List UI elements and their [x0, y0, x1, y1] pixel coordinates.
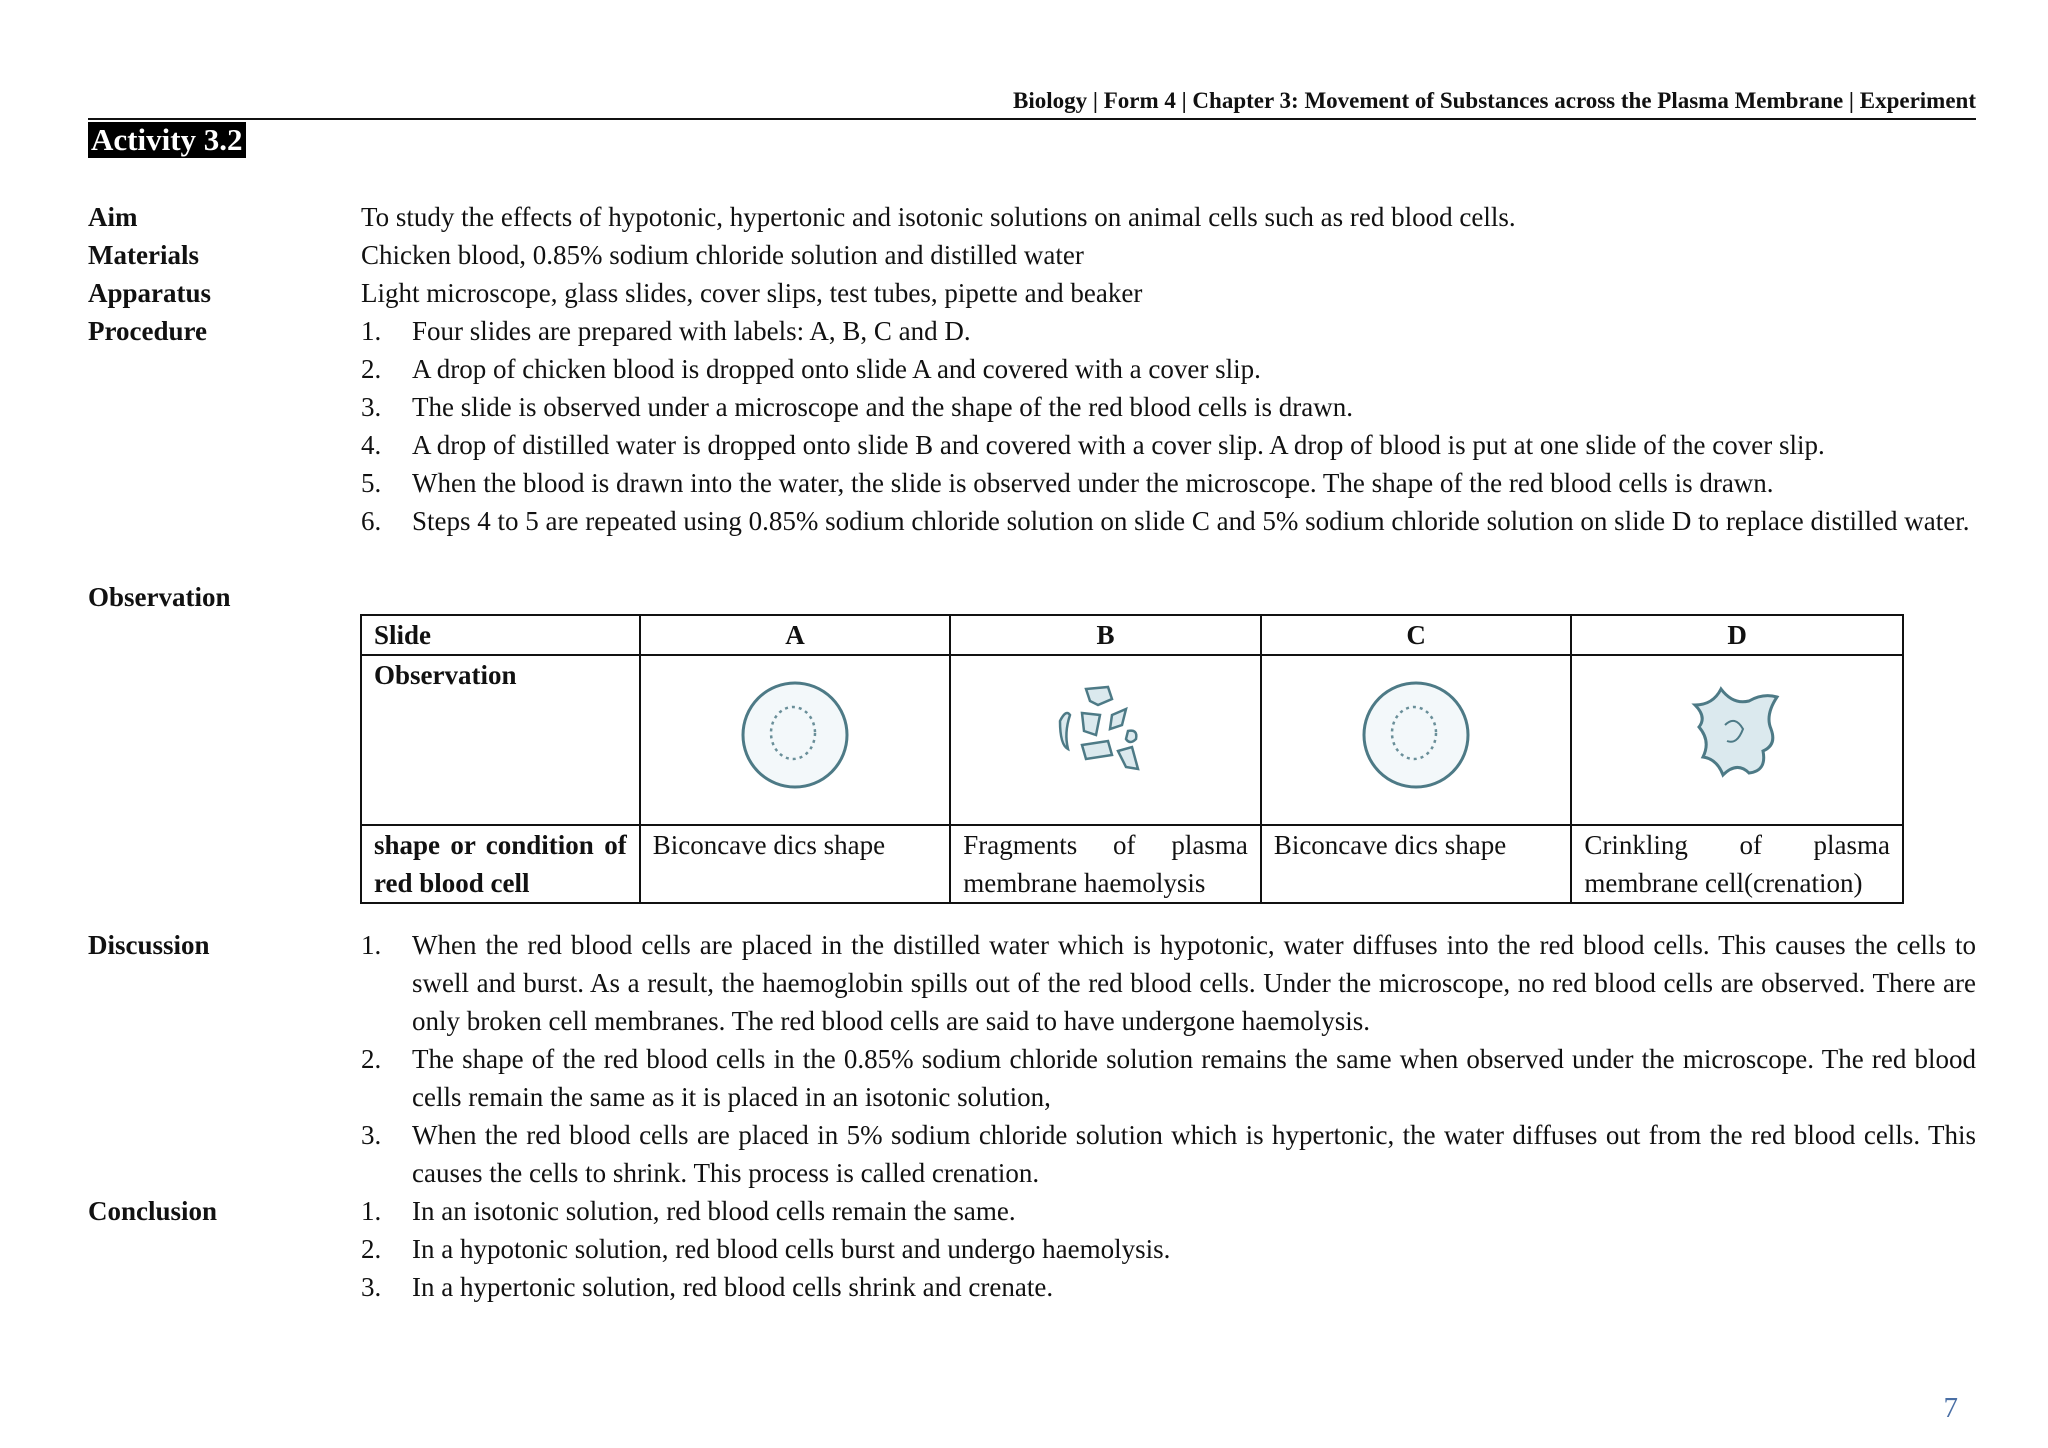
cell-c-picture — [1261, 655, 1572, 825]
procedure-label: Procedure — [88, 316, 207, 346]
cell-b-picture — [950, 655, 1261, 825]
procedure-step: 6. Steps 4 to 5 are repeated using 0.85% sodium chloride solution on slide C and 5% sodium chloride solution on slide D to replace distilled water. — [361, 506, 1970, 536]
materials-label: Materials — [88, 240, 199, 270]
table-row — [361, 825, 1903, 903]
observation-label: Observation — [88, 582, 231, 612]
activity-title: Activity 3.2 — [88, 122, 246, 158]
discussion-item: 2. The shape of the red blood cells in the 0.85% sodium chloride solution remains the same when observed under the microscope. The red blood cells remain the same as it is placed in an isotonic solution, — [361, 1044, 1976, 1112]
conclusion-list — [361, 1192, 1976, 1306]
biconcave-cell-icon — [1356, 675, 1476, 795]
cell-a-picture — [640, 655, 951, 825]
observation-table — [360, 614, 1904, 904]
procedure-list — [361, 312, 1976, 540]
shape-a: Biconcave dics shape — [640, 825, 951, 903]
table-row — [361, 655, 1903, 825]
discussion-list — [361, 926, 1976, 1192]
table-header-row — [361, 615, 1903, 655]
page-header: Biology | Form 4 | Chapter 3: Movement of Substances across the Plasma Membrane | Experiment — [88, 88, 1976, 120]
slide-c-header: C — [1261, 615, 1572, 655]
discussion-item: 3. When the red blood cells are placed in 5% sodium chloride solution which is hypertonic, the water diffuses out from the red blood cells. This causes the cells to shrink. This process is called crenation. — [361, 1120, 1976, 1188]
crenated-cell-icon — [1677, 675, 1797, 795]
observation-header: Observation — [361, 655, 640, 825]
cell-d-picture — [1571, 655, 1903, 825]
shape-d: Crinkling of plasma membrane cell(crenation) — [1571, 825, 1903, 903]
aim-label: Aim — [88, 202, 138, 232]
shape-b: Fragments of plasma membrane haemolysis — [950, 825, 1261, 903]
procedure-step: 4. A drop of distilled water is dropped onto slide B and covered with a cover slip. A drop of blood is put at one slide of the cover slip. — [361, 430, 1825, 460]
apparatus-label: Apparatus — [88, 278, 212, 308]
apparatus-text: Light microscope, glass slides, cover slips, test tubes, pipette and beaker — [361, 278, 1143, 308]
conclusion-item: 3. In a hypertonic solution, red blood cells shrink and crenate. — [361, 1272, 1054, 1302]
page-number: 7 — [1943, 1392, 1958, 1424]
conclusion-label: Conclusion — [88, 1196, 218, 1226]
aim-text: To study the effects of hypotonic, hypertonic and isotonic solutions on animal cells such as red blood cells. — [361, 202, 1516, 232]
slide-header: Slide — [361, 615, 640, 655]
burst-cell-fragments-icon — [1046, 675, 1166, 795]
procedure-step: 5. When the blood is drawn into the water, the slide is observed under the microscope. The shape of the red blood cells is drawn. — [361, 468, 1774, 498]
slide-a-header: A — [640, 615, 951, 655]
procedure-step: 1. Four slides are prepared with labels: A, B, C and D. — [361, 316, 971, 346]
conclusion-item: 1. In an isotonic solution, red blood cells remain the same. — [361, 1196, 1016, 1226]
discussion-item: 1. When the red blood cells are placed in the distilled water which is hypotonic, water diffuses into the red blood cells. This causes the cells to swell and burst. As a result, the haemoglobin spills out of the red blood cells. Under the microscope, no red blood cells are observed. There are only broken cell membranes. The red blood cells are said to have undergone haemolysis. — [361, 930, 1976, 1036]
procedure-step: 2. A drop of chicken blood is dropped onto slide A and covered with a cover slip. — [361, 354, 1261, 384]
slide-d-header: D — [1571, 615, 1903, 655]
procedure-step: 3. The slide is observed under a microscope and the shape of the red blood cells is drawn. — [361, 392, 1353, 422]
shape-c: Biconcave dics shape — [1261, 825, 1572, 903]
discussion-label: Discussion — [88, 930, 210, 960]
conclusion-item: 2. In a hypotonic solution, red blood cells burst and undergo haemolysis. — [361, 1234, 1171, 1264]
shape-header: shape or condition of red blood cell — [361, 825, 640, 903]
slide-b-header: B — [950, 615, 1261, 655]
biconcave-cell-icon — [735, 675, 855, 795]
materials-text: Chicken blood, 0.85% sodium chloride solution and distilled water — [361, 240, 1084, 270]
